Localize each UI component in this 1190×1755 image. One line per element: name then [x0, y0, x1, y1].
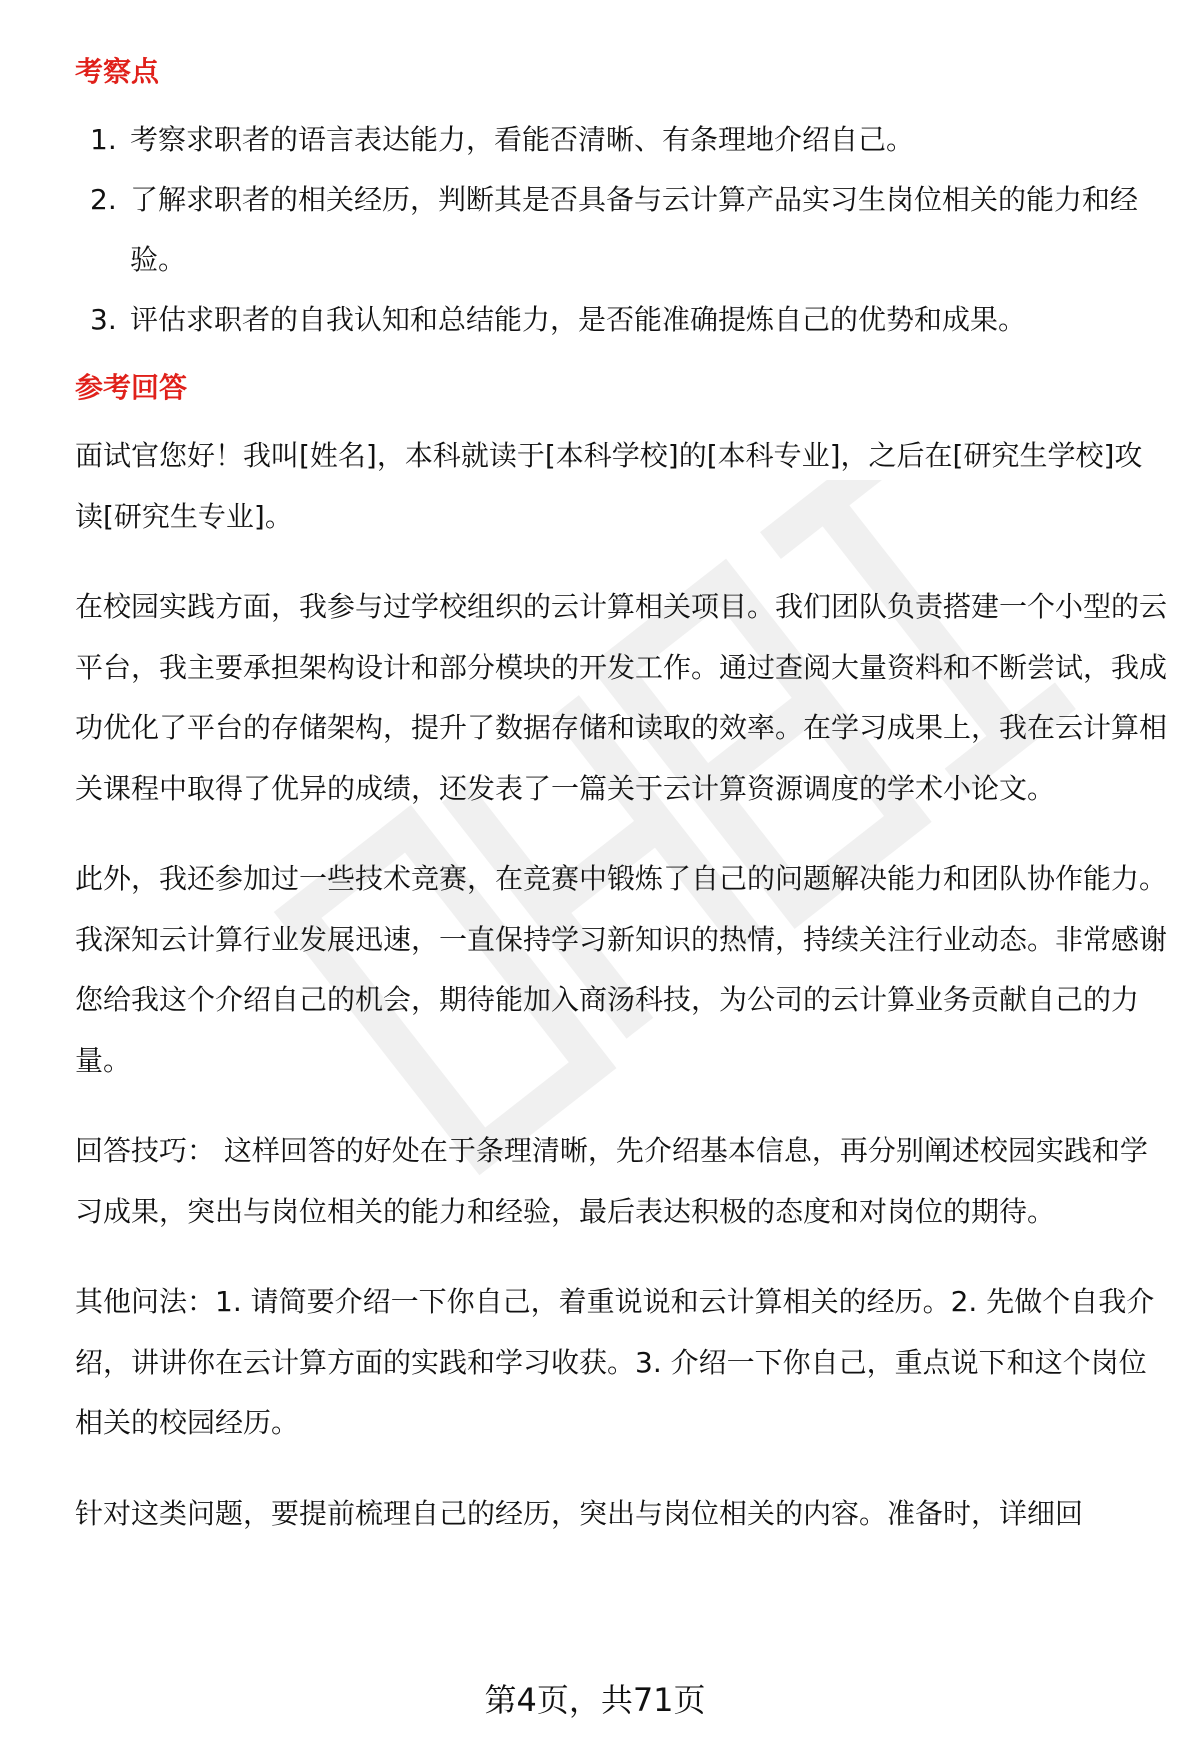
list-item-text: 了解求职者的相关经历，判断其是否具备与云计算产品实习生岗位相关的能力和经验。: [130, 183, 1139, 276]
list-item-number: 1.: [90, 123, 117, 156]
answer-tips-paragraph: 回答技巧： 这样回答的好处在于条理清晰，先介绍基本信息，再分别阐述校园实践和学习成果，突出与岗位相关的能力和经验，最后表达积极的态度和对岗位的期待。: [75, 1134, 1148, 1228]
preparation-advice-paragraph: 针对这类问题，要提前梳理自己的经历，突出与岗位相关的内容。准备时，详细回: [75, 1496, 1084, 1530]
list-item-number: 2.: [90, 183, 117, 216]
points-list: [75, 110, 1170, 350]
document-page: [75, 50, 1170, 1544]
list-item-text: 考察求职者的语言表达能力，看能否清晰、有条理地介绍自己。: [130, 123, 915, 156]
page-number-footer: 第4页，共71页: [484, 1681, 706, 1719]
list-item-number: 3.: [90, 303, 117, 336]
section-heading-points: 考察点: [75, 55, 160, 88]
alternative-questions-paragraph: 其他问法：1. 请简要介绍一下你自己，着重说说和云计算相关的经历。2. 先做个自我介绍，讲讲你在云计算方面的实践和学习收获。3. 介绍一下你自己，重点说下和这个岗位相关的校园经历。: [75, 1285, 1155, 1439]
list-item: [75, 290, 1170, 350]
answer-paragraph-intro: 面试官您好！我叫[姓名]，本科就读于[本科学校]的[本科专业]，之后在[研究生学校]攻读[研究生专业]。: [75, 439, 1143, 533]
list-item-text: 评估求职者的自我认知和总结能力，是否能准确提炼自己的优势和成果。: [130, 303, 1027, 336]
section-heading-answer: 参考回答: [75, 371, 188, 404]
list-item: [75, 170, 1170, 290]
answer-paragraph-campus: 在校园实践方面，我参与过学校组织的云计算相关项目。我们团队负责搭建一个小型的云平台，我主要承担架构设计和部分模块的开发工作。通过查阅大量资料和不断尝试，我成功优化了平台的存储架构，提升了数据存储和读取的效率。在学习成果上，我在云计算相关课程中取得了优异的成绩，还发表了一篇关于云计算资源调度的学术小论文。: [75, 590, 1168, 805]
list-item: [75, 110, 1170, 170]
answer-paragraph-competition: 此外，我还参加过一些技术竞赛，在竞赛中锻炼了自己的问题解决能力和团队协作能力。我深知云计算行业发展迅速，一直保持学习新知识的热情，持续关注行业动态。非常感谢您给我这个介绍自己的机会，期待能加入商汤科技，为公司的云计算业务贡献自己的力量。: [75, 862, 1168, 1077]
